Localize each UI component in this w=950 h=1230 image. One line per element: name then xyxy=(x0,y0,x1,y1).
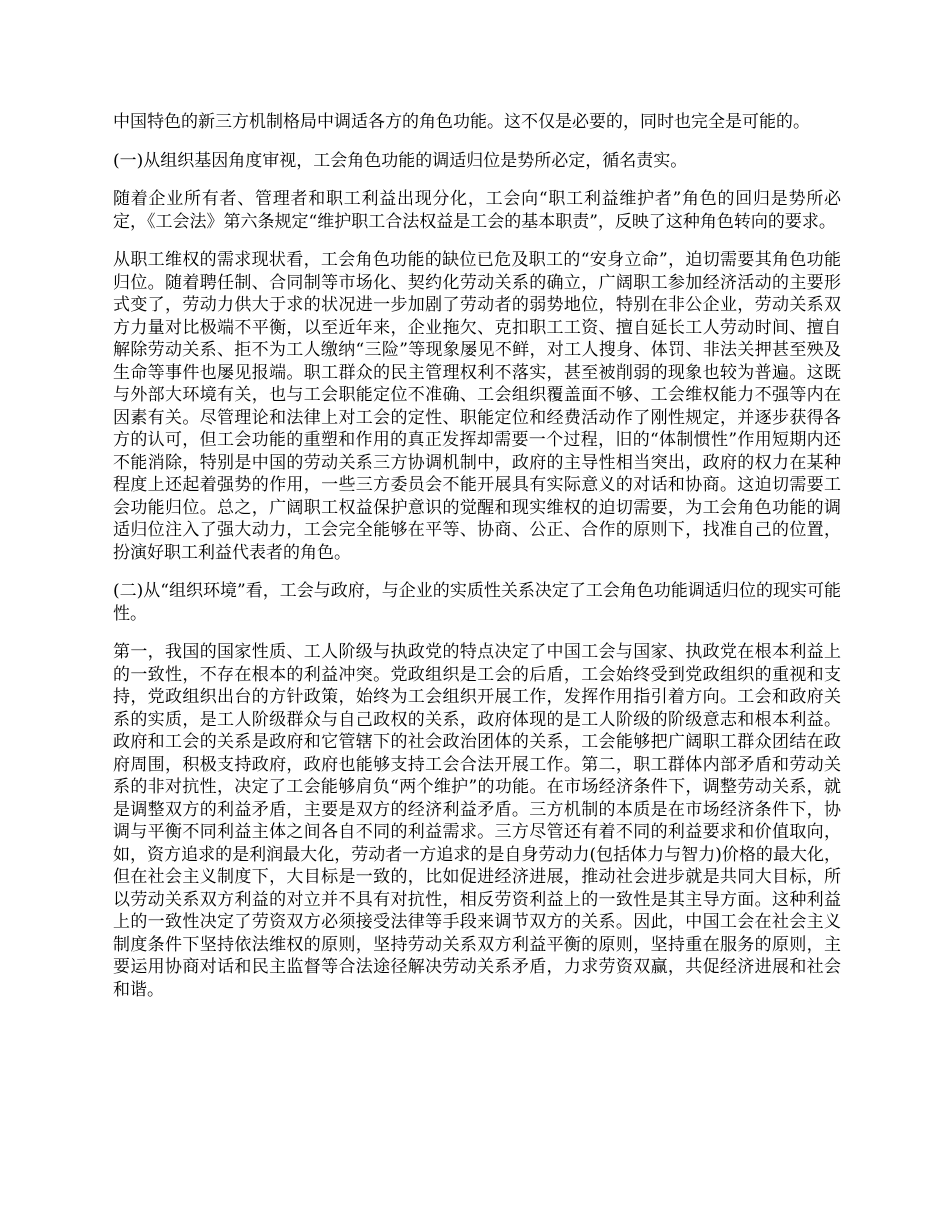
paragraph-3: 从职工维权的需求现状看，工会角色功能的缺位已危及职工的“安身立命”，迫切需要其角色功能归位。随着聘任制、合同制等市场化、契约化劳动关系的确立，广阔职工参加经济活动的主要形式变了，劳动力供大于求的状况进一步加剧了劳动者的弱势地位，特别在非公企业，劳动关系双方力量对比极端不平衡，以至近年来，企业拖欠、克扣职工工资、擅自延长工人劳动时间、擅自解除劳动关系、拒不为工人缴纳“三险”等现象屡见不鲜，对工人搜身、体罚、非法关押甚至殃及生命等事件也屡见报端。职工群众的民主管理权利不落实，甚至被削弱的现象也较为普遍。这既与外部大环境有关，也与工会职能定位不准确、工会组织覆盖面不够、工会维权能力不强等内在因素有关。尽管理论和法律上对工会的定性、职能定位和经费活动作了刚性规定，并逐步获得各方的认可，但工会功能的重塑和作用的真正发挥却需要一个过程，旧的“体制惯性”作用短期内还不能消除，特别是中国的劳动关系三方协调机制中，政府的主导性相当突出，政府的权力在某种程度上还起着强势的作用，一些三方委员会不能开展具有实际意义的对话和协商。这迫切需要工会功能归位。总之，广阔职工权益保护意识的觉醒和现实维权的迫切需要，为工会角色功能的调适归位注入了强大动力，工会完全能够在平等、协商、公正、合作的原则下，找准自己的位置，扮演好职工利益代表者的角色。 xyxy=(113,250,841,563)
section-heading-1: (一)从组织基因角度审视，工会角色功能的调适归位是势所必定，循名责实。 xyxy=(113,150,688,171)
document-page xyxy=(113,111,841,1017)
section-heading-2: (二)从“组织环境”看，工会与政府，与企业的实质性关系决定了工会角色功能调适归位的现实可能性。 xyxy=(113,581,841,624)
paragraph-4: 第一，我国的国家性质、工人阶级与执政党的特点决定了中国工会与国家、执政党在根本利益上的一致性，不存在根本的利益冲突。党政组织是工会的后盾，工会始终受到党政组织的重视和支持，党政组织出台的方针政策，始终为工会组织开展工作，发挥作用指引着方向。工会和政府关系的实质，是工人阶级群众与自己政权的关系，政府体现的是工人阶级的阶级意志和根本利益。政府和工会的关系是政府和它管辖下的社会政治团体的关系，工会能够把广阔职工群众团结在政府周围，积极支持政府，政府也能够支持工会合法开展工作。第二，职工群体内部矛盾和劳动关系的非对抗性，决定了工会能够肩负“两个维护”的功能。在市场经济条件下，调整劳动关系，就是调整双方的利益矛盾，主要是双方的经济利益矛盾。三方机制的本质是在市场经济条件下，协调与平衡不同利益主体之间各自不同的利益需求。三方尽管还有着不同的利益要求和价值取向，如，资方追求的是利润最大化，劳动者一方追求的是自身劳动力(包括体力与智力)价格的最大化，但在社会主义制度下，大目标是一致的，比如促进经济进展，推动社会进步就是共同大目标，所以劳动关系双方利益的对立并不具有对抗性，相反劳资利益上的一致性是其主导方面。这种利益上的一致性决定了劳资双方必须接受法律等手段来调节双方的关系。因此，中国工会在社会主义制度条件下坚持依法维权的原则，坚持劳动关系双方利益平衡的原则，坚持重在服务的原则，主要运用协商对话和民主监督等合法途径解决劳动关系矛盾，力求劳资双赢，共促经济进展和社会和谐。 xyxy=(113,642,841,1000)
paragraph-2: 随着企业所有者、管理者和职工利益出现分化，工会向“职工利益维护者”角色的回归是势所必定，《工会法》第六条规定“维护职工合法权益是工会的基本职责”，反映了这种角色转向的要求。 xyxy=(113,189,841,232)
paragraph-1: 中国特色的新三方机制格局中调适各方的角色功能。这不仅是必要的，同时也完全是可能的。 xyxy=(113,112,810,132)
